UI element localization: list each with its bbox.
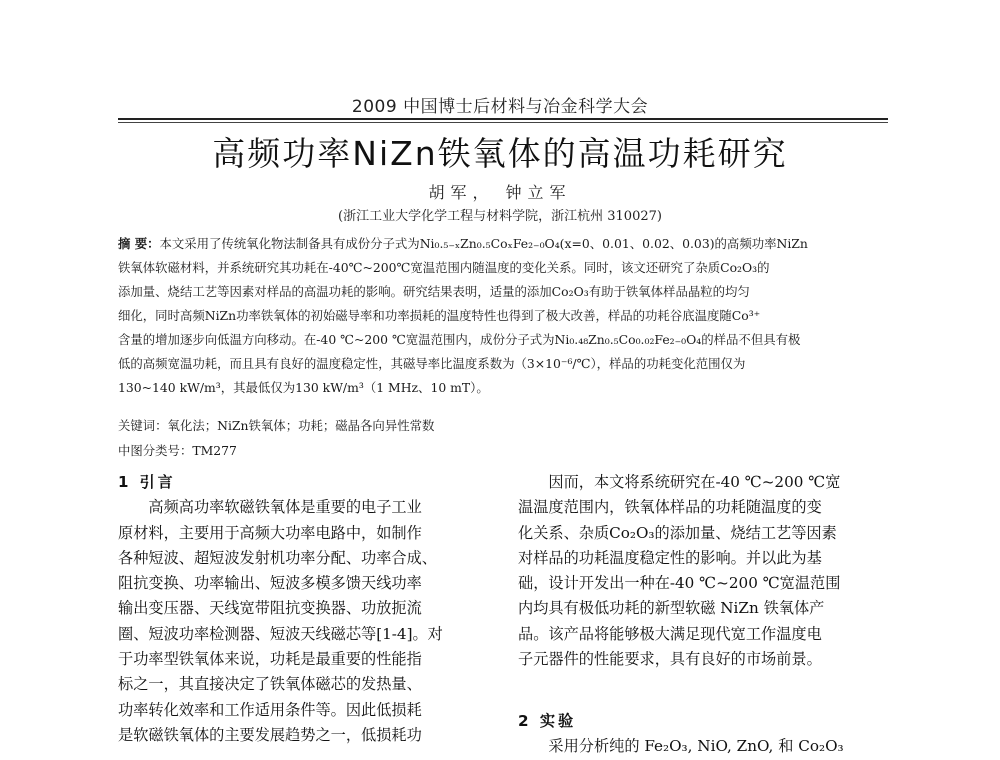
right-column (518, 470, 886, 672)
body-line: 标之一，其直接决定了铁氧体磁芯的发热量、 (118, 675, 422, 694)
body-line: 采用分析纯的 Fe₂O₃, NiO, ZnO, 和 Co₂O₃ (518, 737, 844, 755)
paper-title: 高频功率NiZn铁氧体的高温功耗研究 (212, 134, 788, 173)
body-line: 子元器件的性能要求，具有良好的市场前景。 (518, 650, 822, 669)
body-line: 原材料，主要用于高频大功率电路中，如制作 (118, 523, 422, 542)
abstract-line: 130~140 kW/m³，其最低仅为130 kW/m³（1 MHz、10 mT）。 (118, 380, 489, 395)
body-line: 输出变压器、天线宽带阻抗变换器、功放扼流 (118, 599, 422, 618)
body-line: 因而，本文将系统研究在-40 ℃~200 ℃宽 (518, 473, 841, 491)
paper-authors: 胡军， 钟立军 (428, 183, 572, 202)
abstract-line: 细化，同时高频NiZn功率铁氧体的初始磁导率和功率损耗的温度特性也得到了极大改善，样品的功耗谷底温度随Co³⁺ (118, 308, 761, 323)
paper-affiliation: (浙江工业大学化学工程与材料学院，浙江杭州 310027) (338, 209, 662, 224)
abstract (118, 232, 890, 400)
abstract-line: 低的高频宽温功耗，而且具有良好的温度稳定性，其磁导率比温度系数为（3×10⁻⁶/℃），样品的功耗变化范围仅为 (118, 356, 746, 371)
body-line: 高频高功率软磁铁氧体是重要的电子工业 (118, 498, 422, 517)
abstract-line: 铁氧体软磁材料，并系统研究其功耗在-40℃~200℃宽温范围内随温度的变化关系。同时，该文还研究了杂质Co₂O₃的 (118, 260, 770, 275)
abstract-line: 含量的增加逐步向低温方向移动。在-40 ℃~200 ℃宽温范围内，成份分子式为Ni₀.₄₈Zn₀.₅Co₀.₀₂Fe₂₋₀O₄的样品不但具有极 (118, 332, 801, 347)
body-line: 础，设计开发出一种在-40 ℃~200 ℃宽温范围 (518, 574, 841, 593)
body-line: 功率转化效率和工作适用条件等。因此低损耗 (118, 700, 422, 719)
body-line: 各种短波、超短波发射机功率分配、功率合成、 (118, 548, 437, 567)
left-column (118, 470, 478, 748)
body-line: 于功率型铁氧体来说，功耗是最重要的性能指 (118, 650, 422, 669)
section-heading: 2 实验 (518, 712, 577, 730)
abstract-line: 摘 要：本文采用了传统氧化物法制备具有成份分子式为Ni₀.₅₋ₓZn₀.₅CoₓFe₂₋₀O₄(x=0、0.01、0.02、0.03)的高频功率NiZn (118, 236, 808, 251)
abstract-label: 摘 要： (118, 236, 160, 251)
body-line: 品。该产品将能够极大满足现代宽工作温度电 (518, 624, 822, 643)
header-rule-thin (118, 122, 888, 123)
conference-header: 2009 中国博士后材料与冶金科学大会 (351, 97, 649, 117)
section-heading: 1 引言 (118, 473, 176, 491)
header-rule-thick (118, 118, 888, 120)
classification-number: 中图分类号：TM277 (118, 443, 237, 458)
body-line: 圈、短波功率检测器、短波天线磁芯等[1-4]。对 (118, 624, 443, 643)
body-line: 对样品的功耗温度稳定性的影响。并以此为基 (518, 548, 822, 567)
body-line: 化关系、杂质Co₂O₃的添加量、烧结工艺等因素 (518, 523, 837, 542)
abstract-line: 添加量、烧结工艺等因素对样品的高温功耗的影响。研究结果表明，适量的添加Co₂O₃有助于铁氧体样品晶粒的均匀 (118, 284, 750, 299)
keywords: 关键词：氧化法；NiZn铁氧体；功耗；磁晶各向异性常数 (118, 418, 435, 433)
body-line: 是软磁铁氧体的主要发展趋势之一，低损耗功 (118, 725, 422, 744)
body-line: 内均具有极低功耗的新型软磁 NiZn 铁氧体产 (518, 599, 825, 618)
body-line: 温温度范围内，铁氧体样品的功耗随温度的变 (518, 498, 822, 517)
body-line: 阻抗变换、功率输出、短波多模多馈天线功率 (118, 574, 422, 593)
